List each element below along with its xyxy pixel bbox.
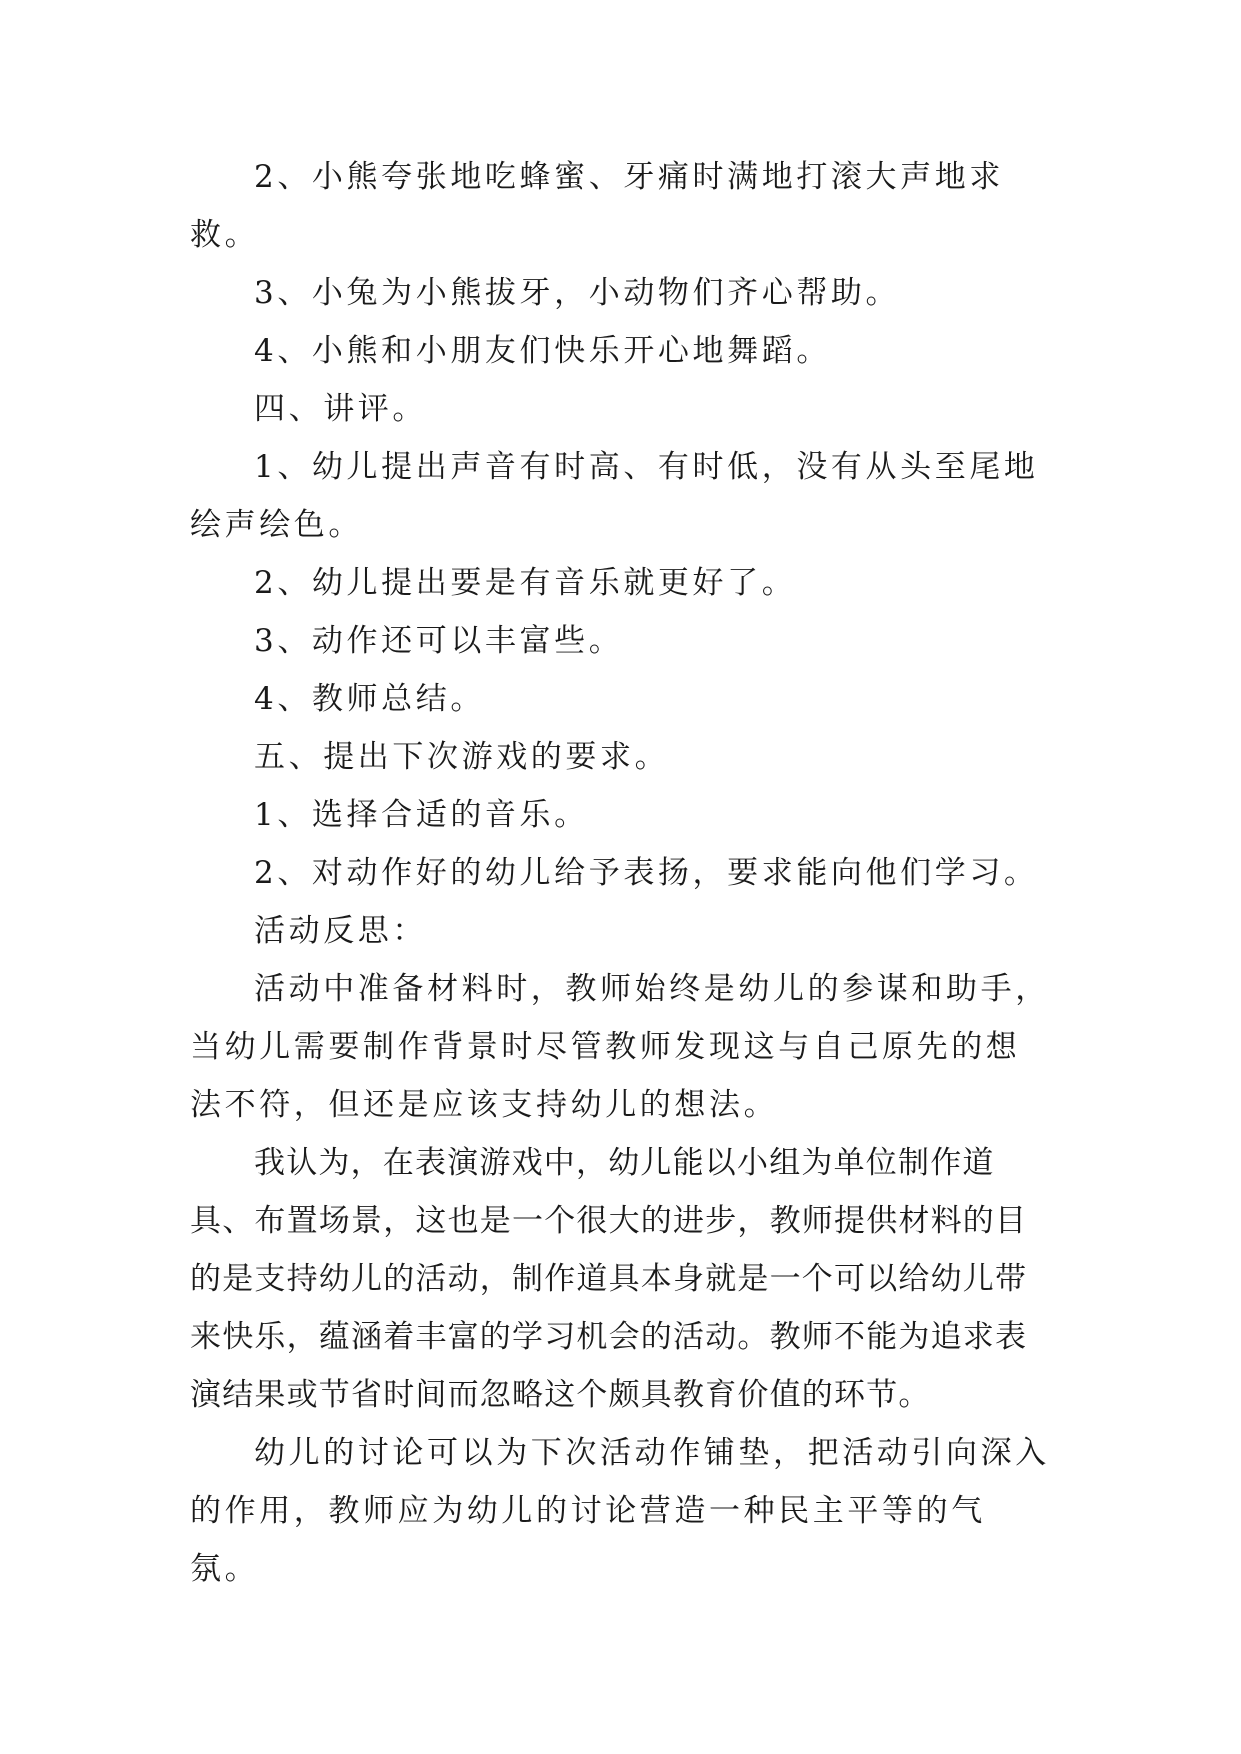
paragraph: 活动中准备材料时，教师始终是幼儿的参谋和助手，当幼儿需要制作背景时尽管教师发现这与自己原先的想法不符，但还是应该支持幼儿的想法。	[190, 971, 1050, 1123]
paragraph: 3、小兔为小熊拔牙，小动物们齐心帮助。	[254, 275, 901, 311]
section-heading: 活动反思：	[254, 913, 427, 949]
paragraph: 2、小熊夸张地吃蜂蜜、牙痛时满地打滚大声地求救。	[190, 159, 1004, 253]
paragraph: 2、对动作好的幼儿给予表扬，要求能向他们学习。	[254, 855, 1039, 891]
paragraph: 幼儿的讨论可以为下次活动作铺垫，把活动引向深入的作用，教师应为幼儿的讨论营造一种民主平等的气氛。	[190, 1435, 1050, 1587]
paragraph: 3、动作还可以丰富些。	[254, 623, 624, 659]
paragraph: 4、教师总结。	[254, 681, 485, 717]
paragraph: 1、选择合适的音乐。	[254, 797, 589, 833]
paragraph: 1、幼儿提出声音有时高、有时低，没有从头至尾地绘声绘色。	[190, 449, 1039, 543]
document-page	[190, 148, 1052, 1598]
paragraph: 2、幼儿提出要是有音乐就更好了。	[254, 565, 797, 601]
section-heading: 五、提出下次游戏的要求。	[254, 739, 670, 775]
paragraph: 我认为，在表演游戏中，幼儿能以小组为单位制作道具、布置场景，这也是一个很大的进步，教师提供材料的目的是支持幼儿的活动，制作道具本身就是一个可以给幼儿带来快乐，蕴涵着丰富的学习机会的活动。教师不能为追求表演结果或节省时间而忽略这个颇具教育价值的环节。	[190, 1145, 1028, 1413]
section-heading: 四、讲评。	[254, 391, 427, 427]
paragraph: 4、小熊和小朋友们快乐开心地舞蹈。	[254, 333, 831, 369]
